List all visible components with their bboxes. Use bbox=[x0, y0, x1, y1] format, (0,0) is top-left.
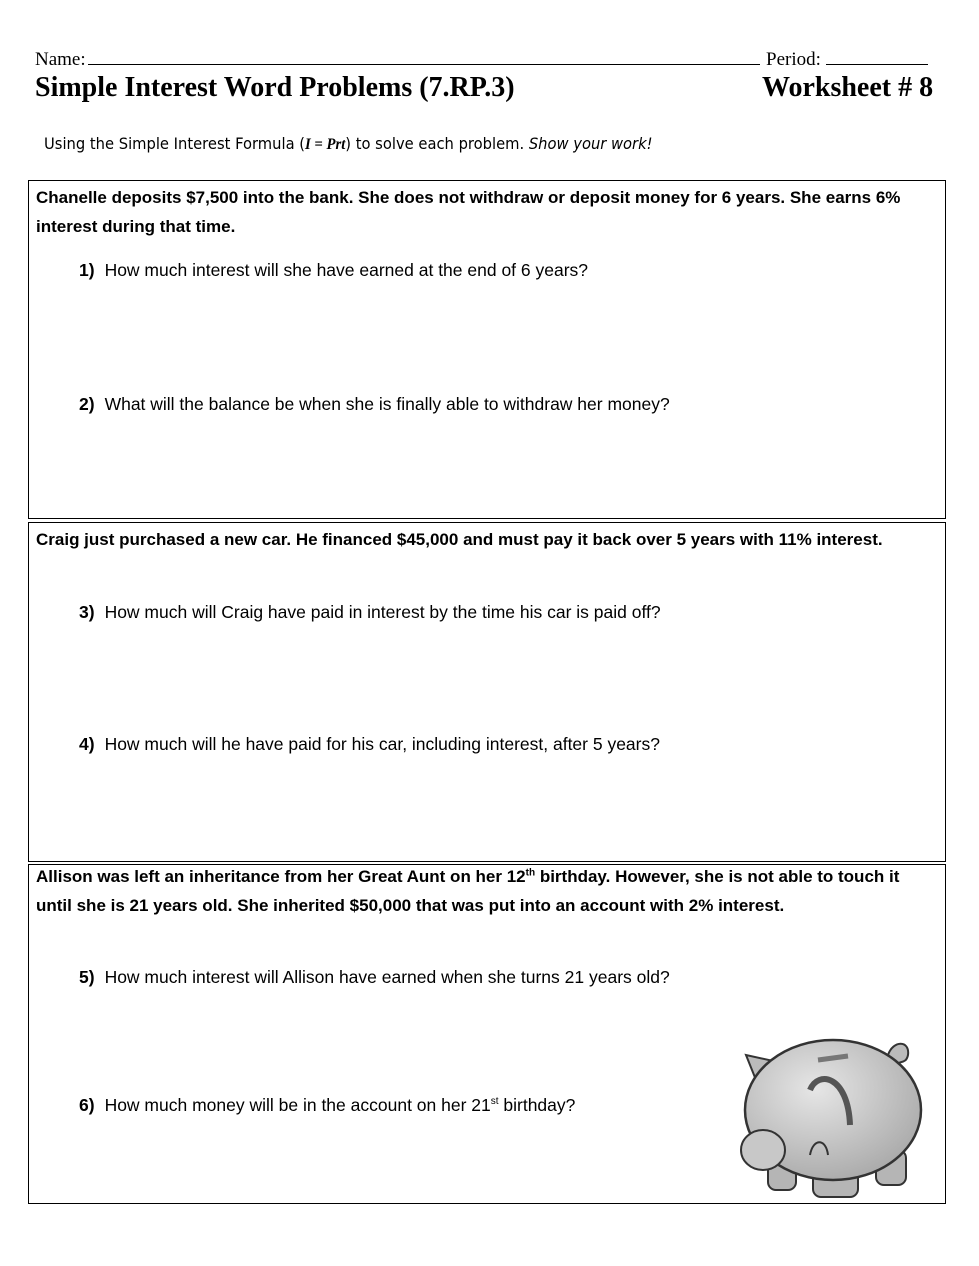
period-label: Period: bbox=[766, 49, 821, 70]
problem-section-1 bbox=[28, 180, 946, 519]
problem-section-2 bbox=[28, 522, 946, 862]
worksheet-number: Worksheet # 8 bbox=[762, 72, 934, 103]
instructions: Using the Simple Interest Formula (I = Prt) to solve each problem. Show your work! bbox=[44, 134, 653, 153]
question-2: 2) What will the balance be when she is finally able to withdraw her money? bbox=[79, 394, 670, 414]
name-field[interactable] bbox=[35, 48, 760, 71]
question-5: 5) How much interest will Allison have earned when she turns 21 years old? bbox=[79, 967, 670, 987]
question-4: 4) How much will he have paid for his car, including interest, after 5 years? bbox=[79, 734, 660, 754]
problem-text: Craig just purchased a new car. He financed $45,000 and must pay it back over 5 years with 11% interest. bbox=[36, 530, 883, 549]
problem-text: Chanelle deposits $7,500 into the bank. She does not withdraw or deposit money for 6 years. She earns 6% interest during that time. bbox=[36, 188, 901, 236]
name-label: Name: bbox=[35, 49, 86, 70]
question-1: 1) How much interest will she have earned at the end of 6 years? bbox=[79, 260, 589, 280]
period-field[interactable] bbox=[766, 48, 928, 71]
problem-text: Allison was left an inheritance from her Great Aunt on her 12th birthday. However, she is not able to touch it until she is 21 years old. She inherited $50,000 that was put into an account with 2% interest. bbox=[36, 867, 900, 915]
piggy-bank-image bbox=[738, 1030, 928, 1205]
question-6: 6) How much money will be in the account on her 21st birthday? bbox=[79, 1095, 576, 1115]
question-3: 3) How much will Craig have paid in interest by the time his car is paid off? bbox=[79, 602, 661, 622]
page-title: Simple Interest Word Problems (7.RP.3) bbox=[35, 72, 515, 103]
